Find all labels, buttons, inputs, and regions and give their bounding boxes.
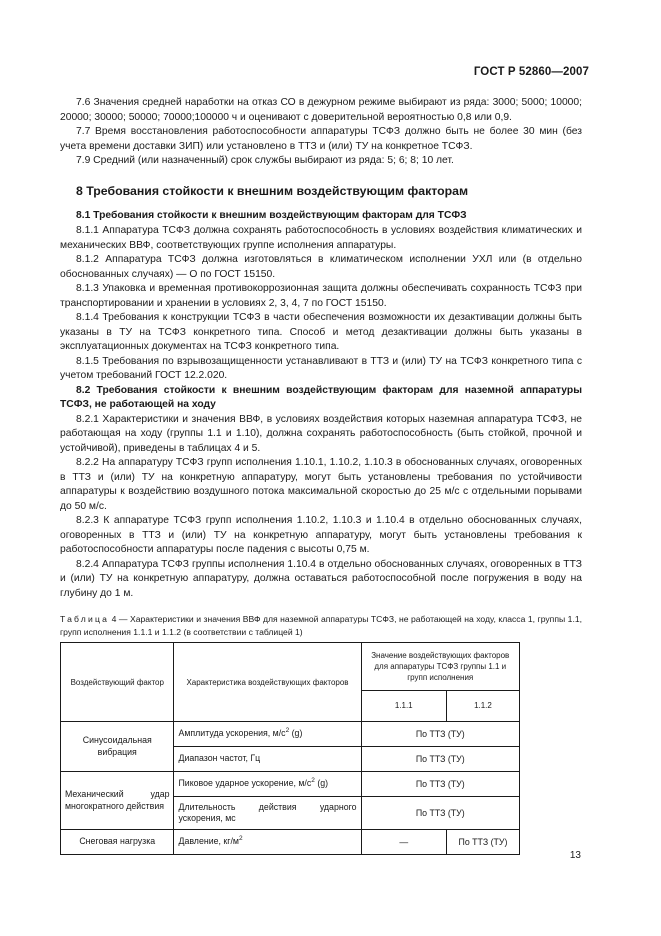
paragraph-8-2-2: 8.2.2 На аппаратуру ТСФЗ групп исполнения 1.10.1, 1.10.2, 1.10.3 в обоснованных случаях, оговоренных в ТТЗ и (или) ТУ на конкретную аппаратуру, могут быть установлены требования по устойчивости аппаратуры к воздействию воздушного потока максимальной скоростью до 25 м/с с отдельными порывами до 50 м/с. [60,457,582,512]
factor-cell: Механический удар многократного действия [61,772,174,830]
characteristic-text: Амплитуда ускорения, м/с [178,728,286,739]
table-row [61,722,520,747]
characteristic-text: Пиковое ударное ускорение, м/с [178,778,312,789]
value-cell: По ТТЗ (ТУ) [361,722,519,747]
paragraph-8-2-3: 8.2.3 К аппаратуре ТСФЗ групп исполнения 1.10.2, 1.10.3 и 1.10.4 в отдельно обоснованных случаях, оговоренных в ТТЗ и (или) ТУ на конкретную аппаратуру, могут быть установлены требования к работоспособности аппаратуры после падения с высоты 0,75 м. [60,515,582,555]
paragraph-8-1-5: 8.1.5 Требования по взрывозащищенности устанавливают в ТТЗ и (или) ТУ на ТСФЗ конкретного типа с учетом требований ГОСТ 12.2.020. [60,355,582,381]
header-group-1-1-1: 1.1.1 [361,690,446,721]
page-content [60,96,582,855]
paragraph-7-9: 7.9 Средний (или назначенный) срок службы выбирают из ряда: 5; 6; 8; 10 лет. [76,155,454,166]
header-group-1-1-2: 1.1.2 [446,690,519,721]
paragraph-8-2-1: 8.2.1 Характеристики и значения ВВФ, в условиях воздействия которых наземная аппаратура ТСФЗ, не работающая на ходу (группы 1.1 и 1.10), должна сохранять работоспособность (быть стойкой, прочной и устойчивой), приведены в таблицах 4 и 5. [60,413,582,454]
characteristic-cell: Диапазон частот, Гц [174,747,361,772]
header-factor: Воздействующий фактор [61,643,174,722]
value-cell: По ТТЗ (ТУ) [361,797,519,830]
characteristic-suffix: (g) [289,728,303,739]
subsection-8-2-title: 8.2 Требования стойкости к внешним воздействующим факторам для наземной аппаратуры ТСФЗ, не работающей на ходу [60,384,582,410]
header-characteristic: Характеристика воздействующих факторов [174,643,361,722]
paragraph-8-1-2: 8.1.2 Аппаратура ТСФЗ должна изготовляться в климатическом исполнении УХЛ или (в отдельно обоснованных случаях) — О по ГОСТ 15150. [60,254,582,280]
paragraph-8-1-4: 8.1.4 Требования к конструкции ТСФЗ в части обеспечения возможности их дезактивации должны быть указаны в ТУ на ТСФЗ конкретного типа. Способ и метод дезактивации должны быть указаны в эксплуатационных документах на ТСФЗ конкретного типа. [60,312,582,352]
value-cell-group-1: — [361,830,446,855]
section-8-title: 8 Требования стойкости к внешним воздействующим факторам [76,183,469,198]
superscript: 2 [285,727,290,735]
paragraph-7-7: 7.7 Время восстановления работоспособности аппаратуры ТСФЗ должно быть не более 30 мин (без учета времени доставки ЗИП) или установлено в ТТЗ и (или) ТУ на конкретное ТСФЗ. [60,126,582,152]
characteristic-suffix: (g) [314,778,329,789]
table-row [61,772,520,797]
factor-cell: Синусоидальная вибрация [61,722,174,772]
paragraph-7-6: 7.6 Значения средней наработки на отказ СО в дежурном режиме выбирают из ряда: 3000; 5000; 10000; 20000; 30000; 50000; 70000;100000 ч и оценивают с доверительной вероятностью 0,8 или 0,9. [60,97,582,123]
characteristic-cell [174,722,361,747]
superscript: 2 [238,835,243,843]
characteristic-cell: Длительность действия ударного ускорения, мс [174,797,361,830]
paragraph-8-1-3: 8.1.3 Упаковка и временная противокоррозионная защита должны обеспечивать сохранность ТСФЗ при транспортировании и хранении в условиях 2, 3, 4, 7 по ГОСТ 15150. [60,283,582,309]
factor-cell: Снеговая нагрузка [61,830,174,855]
header-values: Значение воздействующих факторов для аппаратуры ТСФЗ группы 1.1 и групп исполнения [361,643,519,691]
paragraph-8-1-1: 8.1.1 Аппаратура ТСФЗ должна сохранять работоспособность в условиях воздействия климатических и механических ВВФ, соответствующих группе исполнения аппаратуры. [60,225,582,251]
characteristic-cell [174,830,361,855]
table-caption-word: Таблица [60,614,110,624]
table-row [61,830,520,855]
value-cell: По ТТЗ (ТУ) [361,747,519,772]
table-header-row [61,643,520,691]
characteristic-cell [174,772,361,797]
value-cell-group-2: По ТТЗ (ТУ) [446,830,519,855]
characteristic-text: Давление, кг/м [178,836,239,847]
document-header: ГОСТ Р 52860—2007 [473,66,589,78]
table-caption-text: 4 — Характеристики и значения ВВФ для наземной аппаратуры ТСФЗ, не работающей на ходу, класса 1, группы 1.1, групп исполнения 1.1.1 и 1.1.2 (в соответствии с таблицей 1) [60,614,582,637]
superscript: 2 [311,777,315,785]
table-4-caption [60,613,582,638]
table-4 [60,642,520,855]
paragraph-8-2-4: 8.2.4 Аппаратура ТСФЗ группы исполнения 1.10.4 в отдельно обоснованных случаях, оговоренных в ТТЗ и (или) ТУ на конкретную аппаратуру, должна оставаться работоспособной после погружения в воду на глубину до 1 м. [60,558,582,599]
page-number: 13 [569,850,581,861]
value-cell: По ТТЗ (ТУ) [361,772,519,797]
subsection-8-1-title: 8.1 Требования стойкости к внешним воздействующим факторам для ТСФЗ [76,209,467,221]
